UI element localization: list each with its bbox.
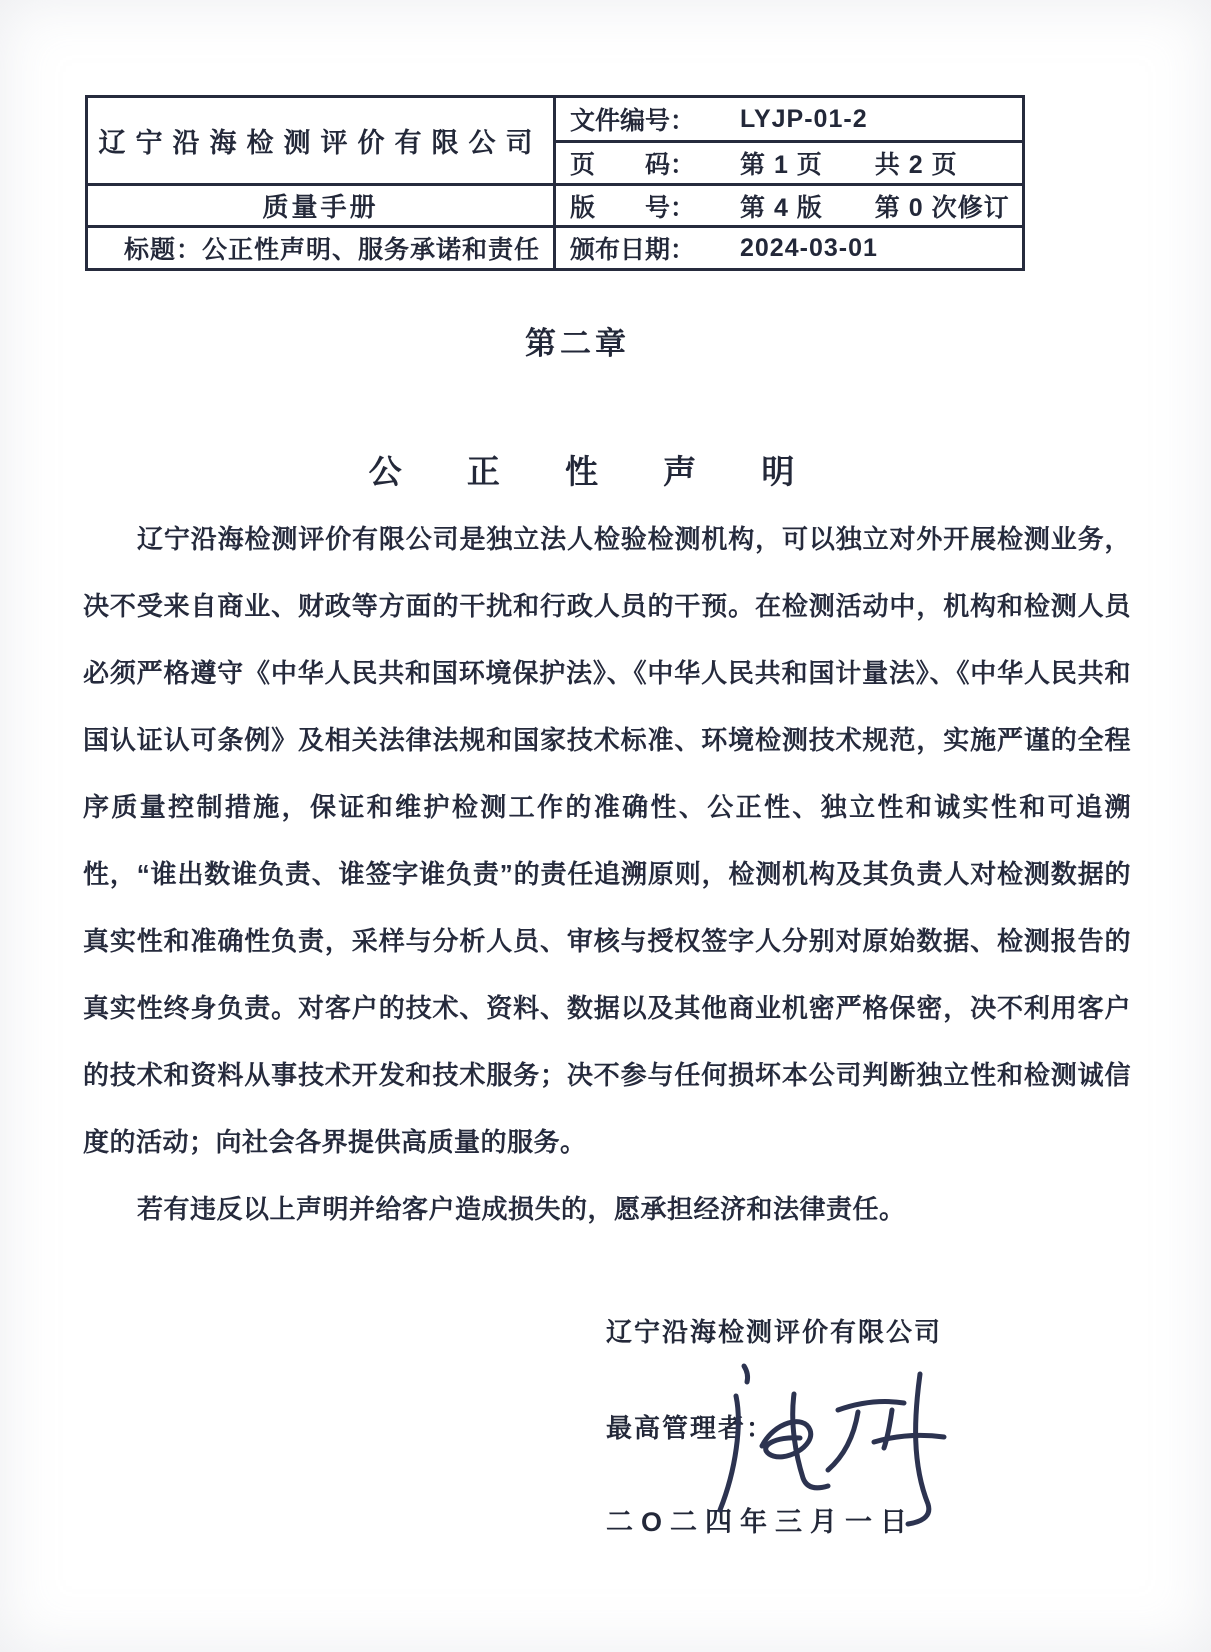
document-header-table <box>85 95 1025 271</box>
issue-date-label: 颁布日期： <box>570 236 696 264</box>
page-number-label: 页 码： <box>570 151 696 179</box>
doc-number-label: 文件编号： <box>570 107 696 135</box>
signature-company-line: 辽宁沿海检测评价有限公司 <box>606 1317 943 1347</box>
page-number-value: 第 1 页 共 2 页 <box>740 151 958 179</box>
body-paragraph-2: 若有违反以上声明并给客户造成损失的，愿承担经济和法律责任。 <box>137 1194 906 1224</box>
header-company-name <box>88 98 556 183</box>
header-manual-title-text: 质量手册 <box>262 192 379 222</box>
header-manual-title <box>88 183 556 225</box>
header-row-doc-number <box>556 98 1022 140</box>
issue-date-value: 2024-03-01 <box>740 233 878 262</box>
header-row-page-number <box>556 140 1022 183</box>
body-paragraph-1: 辽宁沿海检测评价有限公司是独立法人检验检测机构，可以独立对外开展检测业务，决不受来自商业、财政等方面的干扰和行政人员的干预。在检测活动中，机构和检测人员必须严格遵守《中华人民共和国环境保护法》、《中华人民共和国计量法》、《中华人民共和国认证认可条例》及相关法律法规和国家技术标准、环境检测技术规范，实施严谨的全程序质量控制措施，保证和维护检测工作的准确性、公正性、独立性和诚实性和可追溯性，“谁出数谁负责、谁签字谁负责”的责任追溯原则，检测机构及其负责人对检测数据的真实性和准确性负责，采样与分析人员、审核与授权签字人分别对原始数据、检测报告的真实性终身负责。对客户的技术、资料、数据以及其他商业机密严格保密，决不利用客户的技术和资料从事技术开发和技术服务；决不参与任何损坏本公司判断独立性和检测诚信度的活动；向社会各界提供高质量的服务。 <box>83 524 1131 1157</box>
header-doc-title <box>88 225 556 268</box>
chapter-heading: 第二章 <box>525 326 630 361</box>
version-value: 第 4 版 第 0 次修订 <box>740 193 1010 222</box>
header-doc-title-text: 标题：公正性声明、服务承诺和责任 <box>124 236 541 264</box>
signature-signer-label: 最高管理者： <box>606 1413 775 1443</box>
signature-block <box>606 1312 1146 1552</box>
header-row-issue-date <box>556 225 1022 268</box>
header-company-name-text: 辽宁沿海检测评价有限公司 <box>98 128 543 158</box>
header-row-version <box>556 183 1022 225</box>
body-text <box>83 506 1131 1243</box>
section-title: 公 正 性 声 明 <box>368 453 823 490</box>
doc-number-value: LYJP-01-2 <box>740 104 868 133</box>
version-label: 版 号： <box>570 193 696 222</box>
signature-date-line: 二O二四年三月一日 <box>606 1507 916 1537</box>
